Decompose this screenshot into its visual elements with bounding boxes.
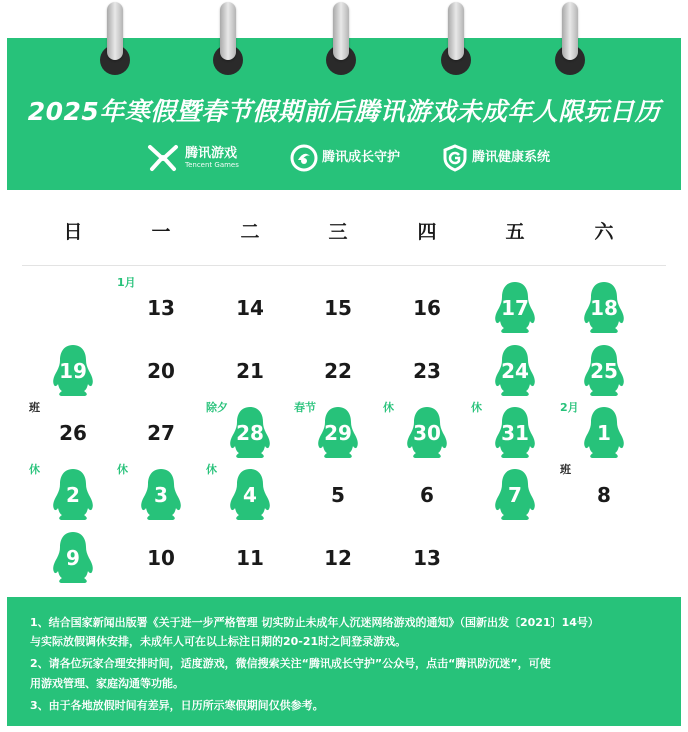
note-line-1: 1、结合国家新闻出版署《关于进一步严格管理 切实防止未成年人沉迷网络游戏的通知》（国新出发〔2021〕14号） xyxy=(30,616,599,629)
growth-guard-logo xyxy=(290,140,400,176)
calendar-day-playable xyxy=(294,401,368,461)
weekday-label: 二 xyxy=(240,221,260,243)
calendar-day xyxy=(560,463,634,523)
calendar-day xyxy=(117,276,191,336)
calendar-day-playable xyxy=(29,463,103,523)
calendar-day xyxy=(308,343,368,399)
day-tag: 休 xyxy=(383,401,394,414)
calendar-day-playable xyxy=(206,401,280,461)
weekday-label: 六 xyxy=(594,221,614,243)
day-tag: 1月 xyxy=(117,276,136,289)
calendar-day-playable xyxy=(485,280,545,336)
binder-ring xyxy=(448,2,464,60)
day-number: 5 xyxy=(331,483,345,507)
calendar-day xyxy=(220,530,280,586)
tencent-games-text: 腾讯游戏 xyxy=(185,145,238,161)
day-tag: 班 xyxy=(29,401,40,414)
day-number: 31 xyxy=(501,421,529,445)
calendar-day-playable xyxy=(574,280,634,336)
day-tag: 休 xyxy=(29,463,40,476)
day-number: 24 xyxy=(501,359,529,383)
binder-ring xyxy=(220,2,236,60)
day-tag: 2月 xyxy=(560,401,579,414)
day-number: 17 xyxy=(501,296,529,320)
calendar-day xyxy=(397,467,457,523)
calendar-day xyxy=(29,401,103,461)
health-shield-icon xyxy=(442,144,468,172)
calendar-day xyxy=(397,280,457,336)
day-number: 8 xyxy=(597,483,611,507)
day-tag: 春节 xyxy=(294,401,316,414)
tencent-games-logo xyxy=(146,140,239,176)
day-number: 29 xyxy=(324,421,352,445)
calendar-title: 2025年寒假暨春节假期前后腾讯游戏未成年人限玩日历 xyxy=(27,97,661,126)
growth-guard-text: 腾讯成长守护 xyxy=(322,150,401,165)
calendar-day xyxy=(308,467,368,523)
day-number: 14 xyxy=(236,296,264,320)
calendar-day-playable xyxy=(383,401,457,461)
calendar-day xyxy=(131,530,191,586)
calendar-day xyxy=(308,280,368,336)
growth-guard-icon xyxy=(290,144,318,172)
note-line-4: 用游戏管理、家庭沟通等功能。 xyxy=(30,677,184,690)
calendar-day xyxy=(131,405,191,461)
note-line-3: 2、请各位玩家合理安排时间，适度游戏，微信搜索关注“腾讯成长守护”公众号，点击“腾讯防沉迷”，可使 xyxy=(30,657,551,670)
day-number: 27 xyxy=(147,421,175,445)
calendar-day xyxy=(308,530,368,586)
weekday-label: 三 xyxy=(328,221,348,243)
logo-bar xyxy=(0,140,688,176)
weekday-label: 四 xyxy=(417,221,437,243)
day-number: 18 xyxy=(590,296,618,320)
day-number: 15 xyxy=(324,296,352,320)
day-number: 6 xyxy=(420,483,434,507)
day-number: 13 xyxy=(147,296,175,320)
day-tag: 班 xyxy=(560,463,571,476)
binder-ring xyxy=(562,2,578,60)
health-system-text: 腾讯健康系统 xyxy=(472,150,551,165)
day-number: 4 xyxy=(243,483,257,507)
day-number: 11 xyxy=(236,546,264,570)
day-number: 3 xyxy=(154,483,168,507)
day-number: 12 xyxy=(324,546,352,570)
calendar-day-playable xyxy=(206,463,280,523)
day-number: 20 xyxy=(147,359,175,383)
weekday-label: 一 xyxy=(151,221,171,243)
day-number: 9 xyxy=(66,546,80,570)
day-number: 10 xyxy=(147,546,175,570)
day-number: 30 xyxy=(413,421,441,445)
calendar-day-playable xyxy=(43,530,103,586)
calendar-day-playable xyxy=(560,401,634,461)
tencent-games-subtext: Tencent Games xyxy=(185,160,239,169)
note-line-2: 与实际放假调休安排，未成年人可在以上标注日期的20-21时之间登录游戏。 xyxy=(30,635,407,648)
calendar-day-playable xyxy=(485,467,545,523)
binder-ring xyxy=(107,2,123,60)
day-number: 1 xyxy=(597,421,611,445)
binder-ring xyxy=(333,2,349,60)
day-tag: 休 xyxy=(471,401,482,414)
calendar-day-playable xyxy=(43,343,103,399)
calendar-day-playable xyxy=(574,343,634,399)
calendar-day xyxy=(220,343,280,399)
note-line-5: 3、由于各地放假时间有差异，日历所示寒假期间仅供参考。 xyxy=(30,699,324,712)
day-number: 28 xyxy=(236,421,264,445)
calendar-day-playable xyxy=(485,343,545,399)
day-number: 2 xyxy=(66,483,80,507)
day-tag: 休 xyxy=(117,463,128,476)
calendar-day-playable xyxy=(471,401,545,461)
calendar-day xyxy=(131,343,191,399)
calendar-day-playable xyxy=(117,463,191,523)
weekday-divider xyxy=(22,265,666,266)
day-number: 22 xyxy=(324,359,352,383)
calendar-day xyxy=(220,280,280,336)
day-tag: 休 xyxy=(206,463,217,476)
day-number: 26 xyxy=(59,421,87,445)
weekday-label: 五 xyxy=(505,221,525,243)
day-number: 19 xyxy=(59,359,87,383)
day-number: 25 xyxy=(590,359,618,383)
tencent-games-icon xyxy=(146,143,182,173)
weekday-header-row xyxy=(0,217,688,245)
day-number: 23 xyxy=(413,359,441,383)
weekday-label: 日 xyxy=(63,221,83,243)
calendar-day xyxy=(397,530,457,586)
day-tag: 除夕 xyxy=(206,401,228,414)
day-number: 21 xyxy=(236,359,264,383)
day-number: 7 xyxy=(508,483,522,507)
calendar-day xyxy=(397,343,457,399)
health-system-logo xyxy=(442,140,550,176)
day-number: 13 xyxy=(413,546,441,570)
day-number: 16 xyxy=(413,296,441,320)
